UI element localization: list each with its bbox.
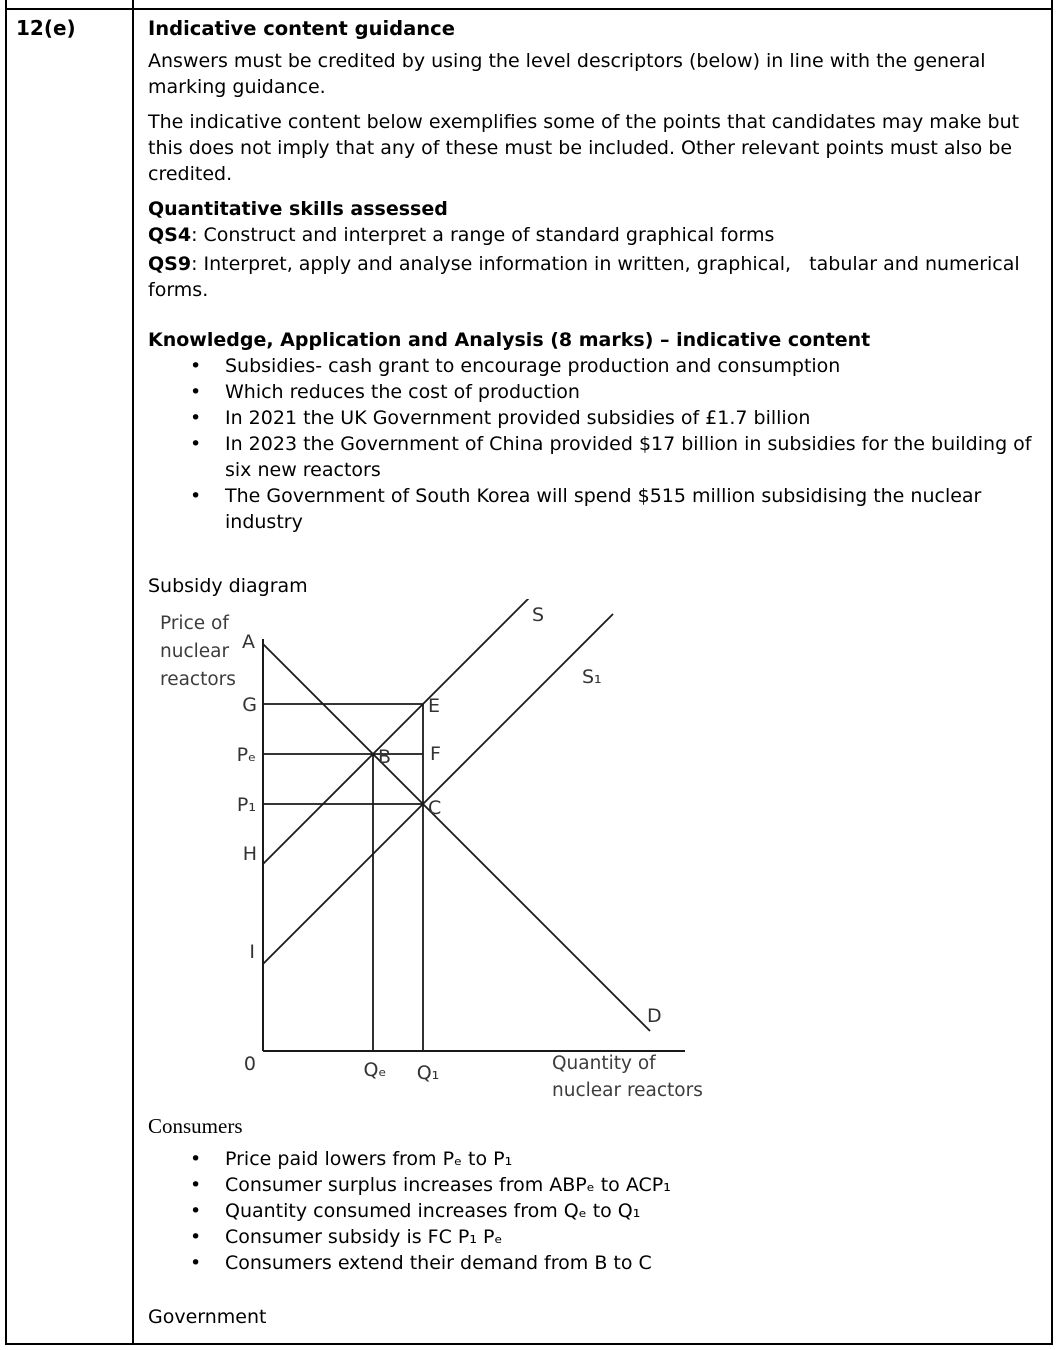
list-item	[148, 1172, 1046, 1198]
list-item-text: Consumer surplus increases from ABPₑ to ACP₁	[225, 1174, 671, 1196]
bullet-marker: •	[190, 1200, 202, 1222]
label-Pe: Pₑ	[236, 744, 256, 766]
section-heading-consumers: Consumers	[148, 1114, 243, 1138]
subsidy-diagram	[158, 599, 718, 1111]
list-item-text: Subsidies- cash grant to encourage production and consumption	[225, 355, 841, 377]
demand-curve	[263, 644, 650, 1031]
list-item	[148, 353, 1046, 379]
x-axis-title-line1: Quantity of	[552, 1053, 656, 1074]
qs9-text: : Interpret, apply and analyse information in written, graphical, tabular and numerical forms.	[148, 253, 1026, 301]
label-origin: 0	[243, 1053, 256, 1075]
supply-after-subsidy-curve	[263, 614, 613, 964]
list-item-text: In 2021 the UK Government provided subsidies of £1.7 billion	[225, 407, 811, 429]
y-axis-title-line2: nuclear	[160, 641, 230, 662]
label-I: I	[249, 941, 255, 963]
content-cell	[148, 16, 1046, 1330]
list-item-text: Price paid lowers from Pₑ to P₁	[225, 1148, 513, 1170]
label-S1: S₁	[582, 666, 602, 688]
label-Qe: Qₑ	[363, 1059, 387, 1081]
list-item	[148, 483, 1046, 535]
bullet-marker: •	[190, 407, 202, 429]
y-axis-title-line3: reactors	[160, 669, 236, 690]
section-heading-quantitative-skills: Quantitative skills assessed	[148, 198, 448, 220]
list-item-text: In 2023 the Government of China provided $17 billion in subsidies for the building of six new reactors	[225, 433, 1032, 481]
question-number: 12(e)	[16, 16, 76, 40]
label-C: C	[428, 797, 442, 819]
label-F: F	[430, 743, 441, 765]
table-border-bottom	[5, 1343, 1053, 1345]
list-item-text: The Government of South Korea will spend $515 million subsidising the nuclear industry	[225, 485, 982, 533]
label-E: E	[428, 695, 441, 717]
table-row-divider	[5, 8, 1053, 10]
list-item-text: Consumer subsidy is FC P₁ Pₑ	[225, 1226, 503, 1248]
paragraph-indicative-content-note: The indicative content below exemplifies some of the points that candidates may make but this does not imply that any of these must be included. Other relevant points must also be credited.	[148, 111, 1020, 185]
qs4-line	[148, 222, 1046, 248]
qs4-text: : Construct and interpret a range of standard graphical forms	[191, 224, 775, 246]
bullet-marker: •	[190, 1252, 202, 1274]
list-item	[148, 379, 1046, 405]
label-B: B	[378, 746, 392, 768]
y-axis-title-line1: Price of	[160, 613, 229, 634]
bullet-marker: •	[190, 1174, 202, 1196]
list-item-text: Which reduces the cost of production	[225, 381, 580, 403]
supply-curve	[263, 599, 530, 864]
list-item	[148, 1198, 1046, 1224]
list-item	[148, 1250, 1046, 1276]
bullet-marker: •	[190, 433, 202, 455]
section-heading-indicative-content: Indicative content guidance	[148, 17, 455, 40]
section-heading-knowledge-application-analysis: Knowledge, Application and Analysis (8 marks) – indicative content	[148, 329, 871, 351]
label-H: H	[242, 843, 257, 865]
label-A: A	[242, 631, 255, 653]
section-heading-government: Government	[148, 1306, 267, 1328]
label-S: S	[532, 604, 545, 626]
qs9-label: QS9	[148, 253, 192, 275]
label-Q1: Q₁	[416, 1062, 440, 1084]
diagram-title: Subsidy diagram	[148, 575, 308, 597]
list-item	[148, 1146, 1046, 1172]
list-item	[148, 431, 1046, 483]
label-D: D	[647, 1005, 662, 1027]
list-item	[148, 1224, 1046, 1250]
bullet-marker: •	[190, 381, 202, 403]
kaa-bullet-list	[148, 353, 1046, 535]
list-item-text: Quantity consumed increases from Qₑ to Q₁	[225, 1200, 641, 1222]
label-P1: P₁	[236, 794, 256, 816]
bullet-marker: •	[190, 1226, 202, 1248]
label-G: G	[242, 694, 257, 716]
table-border-right	[1051, 0, 1053, 1345]
list-item-text: Consumers extend their demand from B to C	[225, 1252, 652, 1274]
paragraph-level-descriptors: Answers must be credited by using the level descriptors (below) in line with the general marking guidance.	[148, 50, 986, 98]
qs4-label: QS4	[148, 224, 192, 246]
qs9-line	[148, 251, 1046, 303]
bullet-marker: •	[190, 485, 202, 507]
table-column-divider	[132, 0, 134, 1345]
bullet-marker: •	[190, 1148, 202, 1170]
table-border-left	[5, 0, 7, 1345]
diagram-container	[158, 599, 1046, 1111]
bullet-marker: •	[190, 355, 202, 377]
x-axis-title-line2: nuclear reactors	[552, 1080, 703, 1101]
list-item	[148, 405, 1046, 431]
consumers-bullet-list	[148, 1146, 1046, 1276]
